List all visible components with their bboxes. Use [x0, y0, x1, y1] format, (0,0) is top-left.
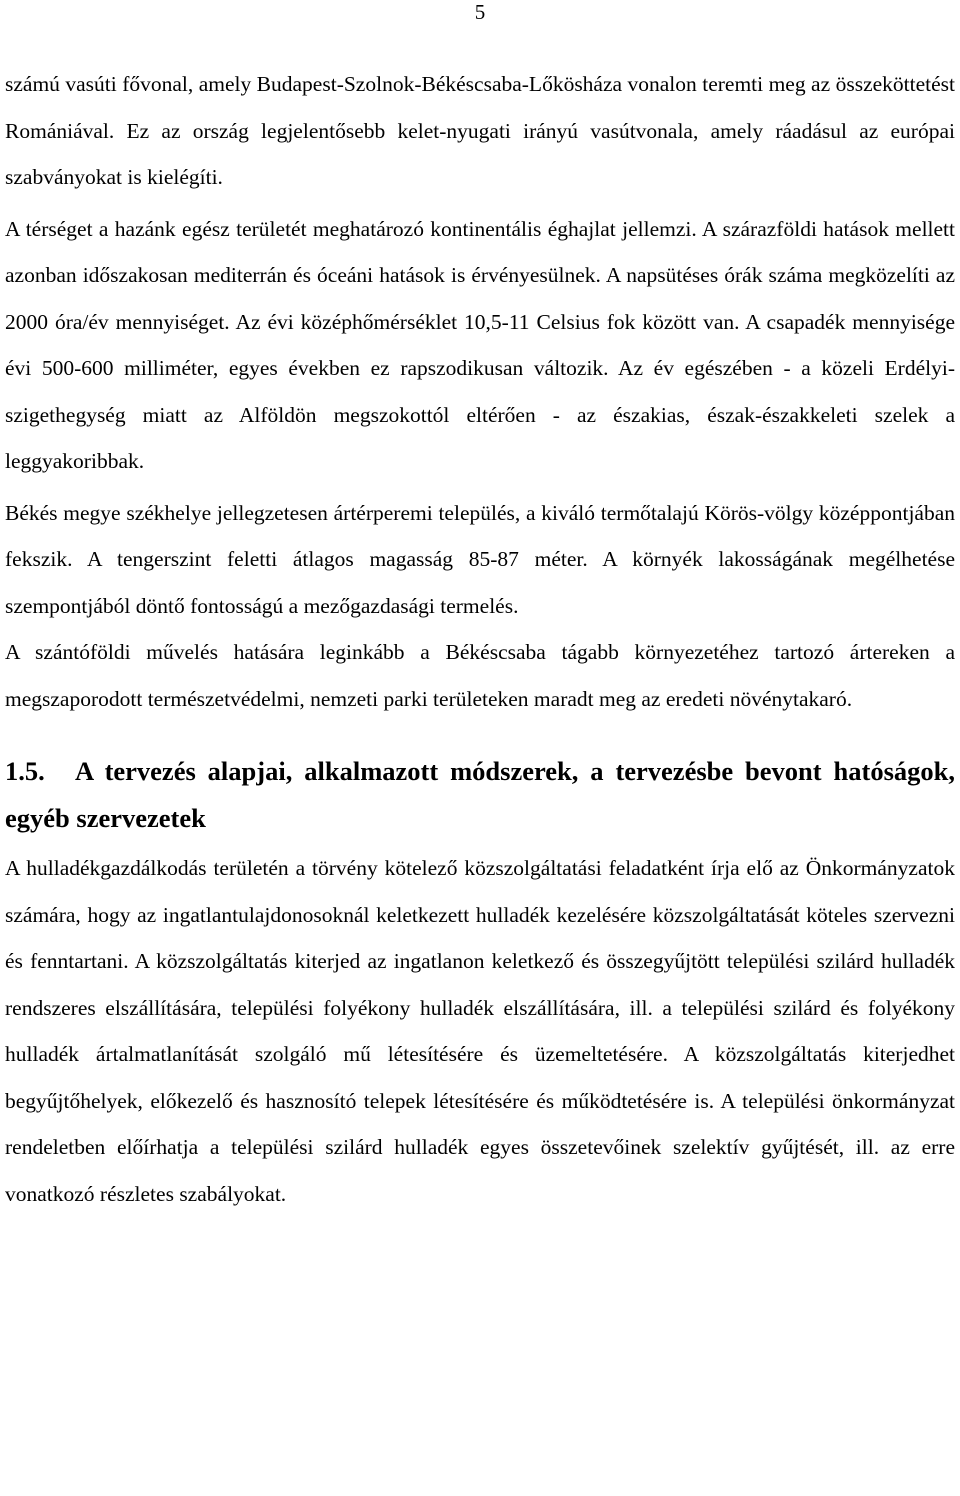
section-heading — [5, 748, 955, 841]
paragraph-geography: Békés megye székhelye jellegzetesen ártérperemi település, a kiváló termőtalajú Körös-völgy középpontjában fekszik. A tengerszint feletti átlagos magasság 85-87 méter. A környék lakosságának megélhetése szempontjából döntő fontosságú a mezőgazdasági termelés. — [5, 500, 955, 618]
paragraph-railway: számú vasúti fővonal, amely Budapest-Szolnok-Békéscsaba-Lőkösháza vonalon teremti meg az összeköttetést Romániával. Ez az ország legjelentősebb kelet-nyugati irányú vasútvonala, amely ráadásul az európai szabványokat is kielégíti. — [5, 72, 955, 189]
document-body — [5, 61, 955, 1217]
section-title: A tervezés alapjai, alkalmazott módszerek, a tervezésbe bevont hatóságok, egyéb szervezetek — [5, 756, 955, 833]
page-number: 5 — [474, 0, 486, 24]
section-number: 1.5. — [5, 756, 45, 786]
paragraph-climate: A térséget a hazánk egész területét meghatározó kontinentális éghajlat jellemzi. A szárazföldi hatások mellett azonban időszakosan mediterrán és óceáni hatások is érvényesülnek. A napsütéses órák száma megközelíti az 2000 óra/év mennyiséget. Az évi középhőmérséklet 10,5-11 Celsius fok között van. A csapadék mennyisége évi 500-600 milliméter, egyes években ez rapszodikusan változik. Az év egészében - a közeli Erdélyi-szigethegység miatt az Alföldön megszokottól eltérően - az északias, észak-északkeleti szelek a leggyakoribbak. — [5, 216, 955, 473]
paragraph-waste-management: A hulladékgazdálkodás területén a törvény kötelező közszolgáltatási feladatként írja elő az Önkormányzatok számára, hogy az ingatlantulajdonosoknál keletkezett hulladék kezelésére közszolgáltatását köteles szervezni és fenntartani. A közszolgáltatás kiterjed az ingatlanon keletkező és összegyűjtött települési szilárd hulladék rendszeres elszállítására, települési folyékony hulladék elszállítására, ill. a települési szilárd és folyékony hulladék ártalmatlanítását szolgáló mű létesítésére és üzemeltetésére. A közszolgáltatás kiterjedhet begyűjtőhelyek, előkezelő és hasznosító telepek létesítésére és működtetésére is. A települési önkormányzat rendeletben előírhatja a települési szilárd hulladék egyes összetevőinek szelektív gyűjtését, ill. az erre vonatkozó részletes szabályokat. — [5, 856, 955, 1206]
paragraph-vegetation: A szántóföldi művelés hatására leginkább a Békéscsaba tágabb környezetéhez tartozó ártereken a megszaporodott természetvédelmi, nemzeti parki területeken maradt meg az eredeti növénytakaró. — [5, 640, 955, 711]
